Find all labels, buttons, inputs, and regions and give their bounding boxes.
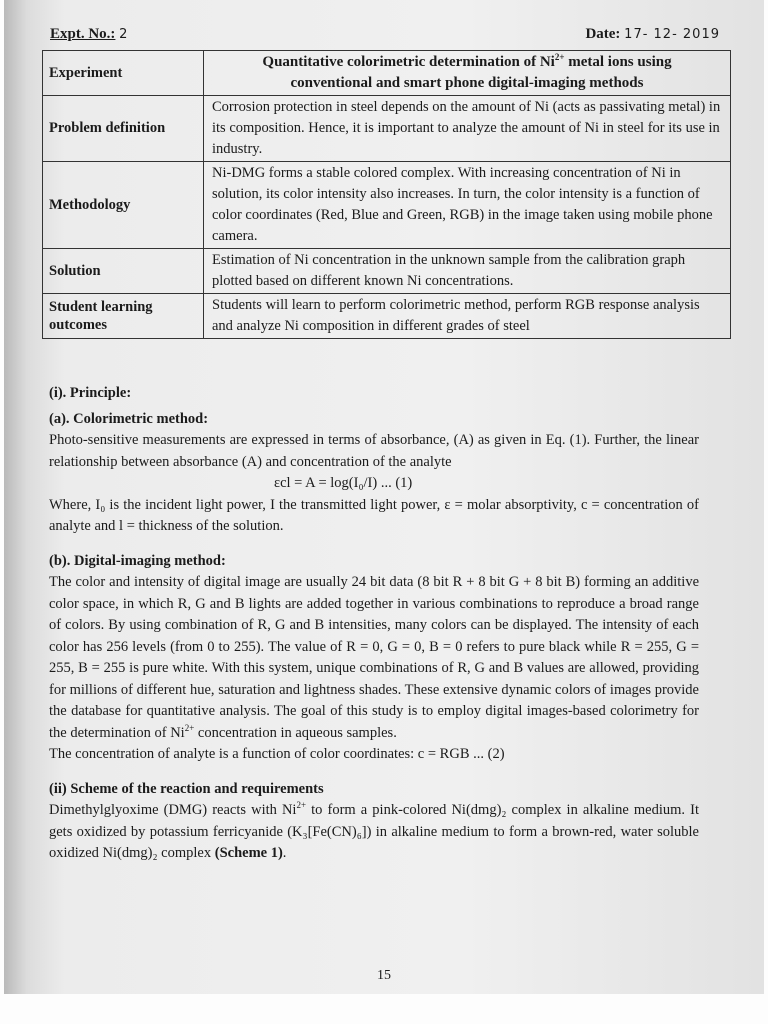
methodology-label: Methodology	[43, 162, 204, 249]
problem-label: Problem definition	[43, 96, 204, 162]
page-number: 15	[377, 968, 391, 983]
principle-heading: (i). Principle:	[49, 385, 132, 401]
colorimetric-paragraph: Photo-sensitive measurements are expressed in terms of absorbance, (A) as given in Eq. (1). Further, the linear relationship between absorbance (A) and concentration of the analyte	[49, 432, 699, 470]
table-row	[43, 51, 731, 96]
table-row	[43, 294, 731, 339]
digital-paragraph-tail: concentration in aqueous samples.	[194, 724, 397, 741]
experiment-label: Experiment	[43, 51, 204, 96]
superscript: 2+	[296, 800, 307, 811]
solution-text: Estimation of Ni concentration in the unknown sample from the calibration graph plotted based on different known Ni concentrations.	[204, 249, 731, 294]
table-row	[43, 249, 731, 294]
colorimetric-heading: (a). Colorimetric method:	[49, 410, 209, 427]
experiment-number	[50, 26, 128, 43]
digital-paragraph-text: The color and intensity of digital image are usually 24 bit data (8 bit R + 8 bit G + 8 bit B) forming an additive color space, in which R, G and B lights are added together in various combinations to reproduce a broad range of colors. By using combination of R, G and B intensities, many colors can be displayed. The intensity of each color has 256 levels (from 0 to 255). The value of R = 0, G = 0, B = 0 refers to pure black while R = 255, G = 255, B = 255 is pure white. With this system, unique combinations of R, G and B values are allowed, providing for millions of different hue, saturation and lightness shades. These extensive dynamic colors of images provide the database for quantitative analysis. The goal of this study is to employ digital images-based colorimetry for the determination of Ni	[49, 574, 699, 741]
document-page	[4, 0, 764, 994]
experiment-title-tail: metal ions using	[564, 54, 672, 70]
scheme-paragraph	[49, 800, 699, 865]
digital-heading: (b). Digital-imaging method:	[49, 552, 226, 569]
scheme-paragraph-end: .	[282, 845, 287, 861]
experiment-title-line1: Quantitative colorimetric determination of Ni	[262, 54, 555, 70]
equation-2: The concentration of analyte is a function of color coordinates: c = RGB ... (2)	[49, 746, 505, 762]
expt-label: Expt. No.:	[50, 26, 116, 42]
superscript: 2+	[184, 722, 195, 733]
superscript: 2+	[554, 52, 565, 62]
solution-label: Solution	[43, 249, 204, 294]
colorimetric-paragraph-2: Where, I₀ is the incident light power, I the transmitted light power, ε = molar absorptivity, c = concentration of analyte and l = thickness of the solution.	[49, 496, 699, 534]
equation-1: εcl = A = log(I₀/I) ... (1)	[274, 475, 413, 491]
experiment-table	[42, 50, 731, 339]
expt-value: 2	[119, 27, 129, 42]
body-text	[49, 383, 699, 865]
scheme-reference: (Scheme 1)	[214, 845, 283, 861]
table-row	[43, 96, 731, 162]
digital-paragraph	[49, 572, 699, 744]
problem-text: Corrosion protection in steel depends on the amount of Ni (acts as passivating metal) in its composition. Hence, it is important to analyze the amount of Ni in steel for its use in industry.	[204, 96, 731, 162]
outcomes-text: Students will learn to perform colorimetric method, perform RGB response analysis and analyze Ni composition in different grades of steel	[204, 294, 731, 339]
table-row	[43, 162, 731, 249]
header	[50, 26, 724, 48]
methodology-text: Ni-DMG forms a stable colored complex. With increasing concentration of Ni in solution, its color intensity also increases. In turn, the color intensity is a function of color coordinates (Red, Blue and Green, RGB) in the image taken using mobile phone camera.	[204, 162, 731, 249]
date	[585, 26, 720, 43]
scheme-paragraph-start: Dimethylglyoxime (DMG) reacts with Ni	[49, 802, 297, 818]
experiment-title-line2: conventional and smart phone digital-imaging methods	[290, 75, 644, 91]
scheme-heading: (ii) Scheme of the reaction and requirements	[49, 780, 324, 797]
scheme-paragraph-body: to form a pink-colored Ni(dmg)₂ complex in alkaline medium. It gets oxidized by potassium ferricyanide (K₃[Fe(CN)₆]) in alkaline medium to form a brown-red, water soluble oxidized Ni(dmg)₂ complex	[49, 802, 699, 861]
date-value: 17- 12- 2019	[624, 27, 720, 42]
date-label: Date:	[585, 26, 621, 42]
experiment-title	[204, 51, 731, 96]
outcomes-label: Student learning outcomes	[43, 294, 204, 339]
